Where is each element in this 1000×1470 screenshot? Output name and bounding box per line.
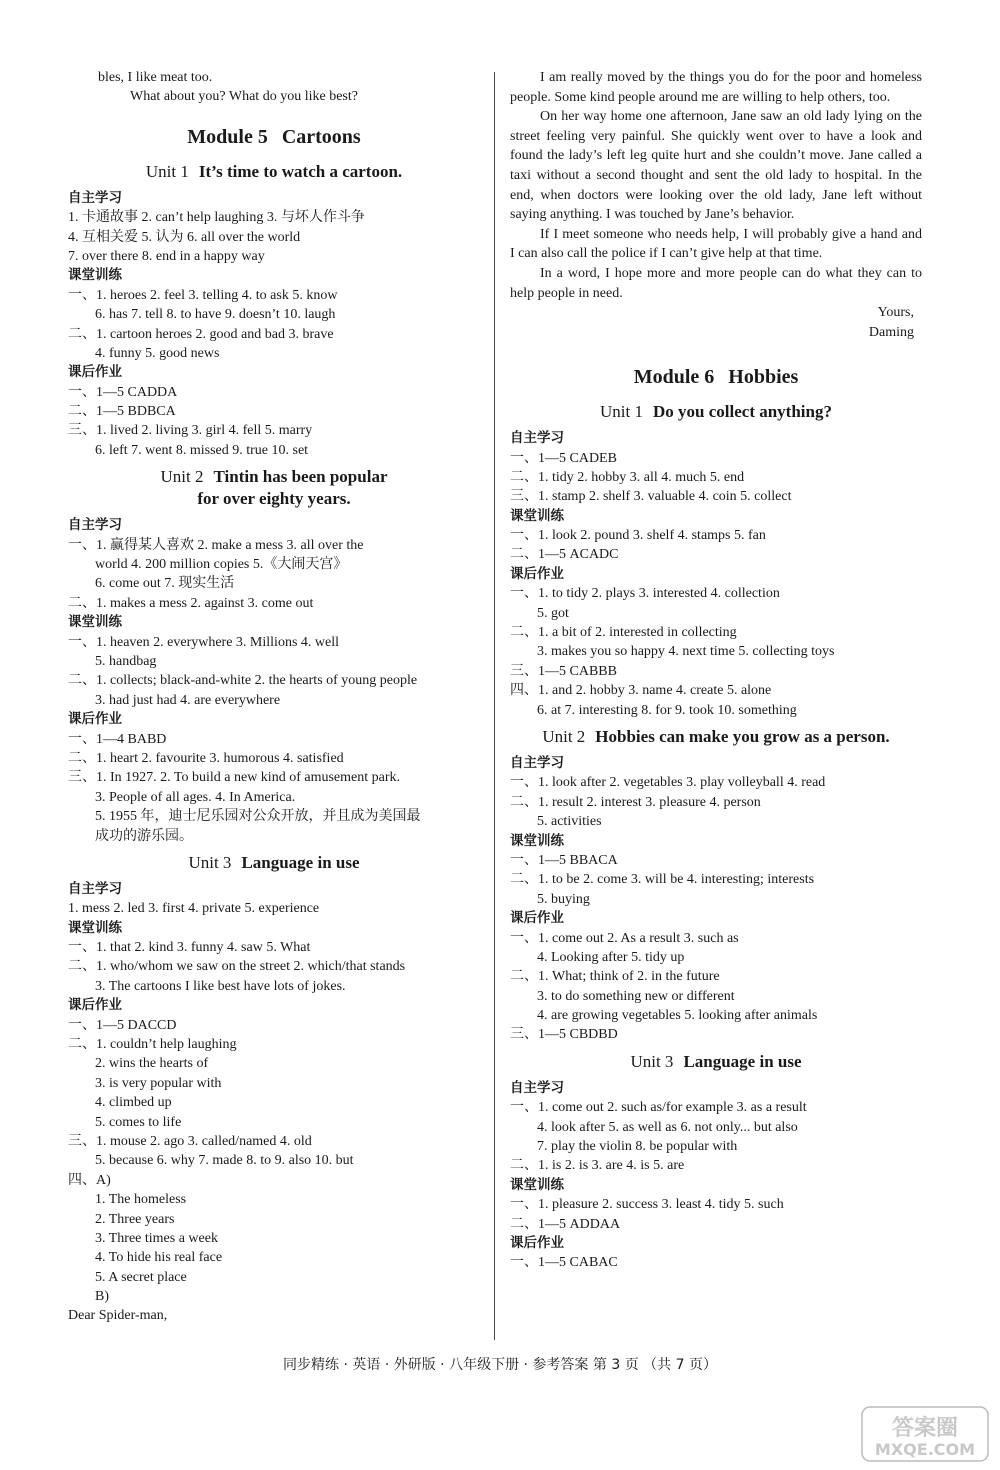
units-container bbox=[510, 401, 922, 1273]
section-heading: 自主学习 bbox=[68, 189, 122, 206]
watermark-logo bbox=[860, 1405, 990, 1463]
answer-line: 一、1—5 CABAC bbox=[510, 1255, 618, 1271]
answer-line: 二、1. What; think of 2. in the future bbox=[510, 969, 720, 985]
answer-line: 6. left 7. went 8. missed 9. true 10. set bbox=[95, 442, 309, 458]
letter-paragraph: On her way home one afternoon, Jane saw an old lady lying on the street feeling very painful. She quickly went over to have a look and found the lady’s left leg quite hurt and she couldn’t move. Jane called a taxi without a second thought and sent the old lady to hospital. In the end, when doctors were looking over the old lady, Jane left without saying anything. I was touched by Jane’s behavior. bbox=[510, 109, 922, 223]
answer-line: 四、1. and 2. hobby 3. name 4. create 5. alone bbox=[510, 683, 772, 699]
letter-signature: Daming bbox=[868, 325, 914, 341]
answer-line: 四、A) bbox=[68, 1172, 111, 1188]
answer-line: 3. had just had 4. are everywhere bbox=[95, 692, 281, 708]
section-heading: 课后作业 bbox=[510, 910, 564, 927]
page-footer: 同步精练 · 英语 · 外研版 · 八年级下册 · 参考答案 第 3 页 （共 7 页） bbox=[283, 1357, 717, 1373]
section-heading: 自主学习 bbox=[68, 880, 122, 897]
answer-line: 一、1. 赢得某人喜欢 2. make a mess 3. all over the bbox=[68, 537, 364, 553]
answer-line: 2. Three years bbox=[95, 1211, 175, 1227]
section-heading: 课堂训练 bbox=[510, 1176, 564, 1193]
unit-title: Language in use bbox=[683, 1051, 802, 1071]
answer-line: 5. activities bbox=[537, 814, 602, 830]
module-heading bbox=[510, 363, 922, 391]
answer-line: 三、1—5 CABBB bbox=[510, 663, 617, 679]
answer-line: 二、1. collects; black-and-white 2. the hearts of young people bbox=[68, 673, 418, 689]
answer-line: 2. wins the hearts of bbox=[95, 1056, 209, 1072]
answer-line: 一、1—5 CADEB bbox=[510, 450, 617, 466]
unit-title: Hobbies can make you grow as a person. bbox=[595, 726, 890, 746]
answer-line: 一、1. come out 2. such as/for example 3. as a result bbox=[510, 1100, 807, 1116]
answer-line: 一、1—5 CADDA bbox=[68, 384, 178, 400]
answer-line: 三、1. mouse 2. ago 3. called/named 4. old bbox=[68, 1133, 312, 1149]
section-heading: 自主学习 bbox=[510, 430, 564, 447]
section-heading: 课后作业 bbox=[68, 364, 122, 381]
answer-line: 7. play the violin 8. be popular with bbox=[537, 1139, 738, 1155]
intro-line: bles, I like meat too. bbox=[98, 70, 213, 85]
answer-line: 二、1. cartoon heroes 2. good and bad 3. brave bbox=[68, 326, 334, 342]
answer-line: 二、1. result 2. interest 3. pleasure 4. person bbox=[510, 794, 761, 810]
watermark-top: 答案圈 bbox=[891, 1416, 959, 1441]
answer-line: 4. look after 5. as well as 6. not only... but also bbox=[537, 1119, 798, 1135]
section-heading: 课堂训练 bbox=[510, 832, 564, 849]
unit-number: Unit 1 bbox=[145, 161, 189, 181]
module-number: Module 6 bbox=[633, 366, 715, 389]
unit-title: for over eighty years. bbox=[197, 489, 351, 509]
unit-number: Unit 3 bbox=[188, 852, 232, 872]
answer-line: Dear Spider-man, bbox=[68, 1308, 168, 1324]
answer-line: 二、1. heart 2. favourite 3. humorous 4. satisfied bbox=[68, 750, 344, 766]
answer-line: world 4. 200 million copies 5.《大闹天宫》 bbox=[95, 557, 348, 573]
unit-number: Unit 2 bbox=[160, 467, 204, 487]
column-divider bbox=[494, 72, 495, 1340]
answer-line: 5. comes to life bbox=[95, 1114, 182, 1130]
answer-line: 4. To hide his real face bbox=[95, 1250, 223, 1266]
answer-line: 3. People of all ages. 4. In America. bbox=[95, 789, 296, 805]
letter-closing: Yours, bbox=[877, 305, 914, 321]
answer-line: 二、1. couldn’t help laughing bbox=[68, 1037, 237, 1053]
answer-line: 5. because 6. why 7. made 8. to 9. also 10. but bbox=[95, 1153, 354, 1169]
answer-line: 一、1. come out 2. As a result 3. such as bbox=[510, 930, 739, 946]
letter bbox=[510, 68, 922, 343]
section-heading: 课堂训练 bbox=[68, 614, 122, 631]
left-column bbox=[68, 68, 480, 1326]
answer-line: 三、1—5 CBDBD bbox=[510, 1027, 618, 1043]
unit-heading bbox=[510, 726, 922, 748]
answer-line: 二、1—5 ADDAA bbox=[510, 1216, 621, 1232]
answer-line: 一、1. pleasure 2. success 3. least 4. tidy 5. such bbox=[510, 1197, 784, 1213]
unit-number: Unit 3 bbox=[630, 1051, 674, 1071]
unit-heading bbox=[68, 466, 480, 510]
answer-line: 5. 1955 年，迪士尼乐园对公众开放，并且成为美国最 bbox=[95, 809, 421, 825]
answer-line: 7. over there 8. end in a happy way bbox=[68, 248, 265, 264]
unit-number: Unit 2 bbox=[542, 726, 586, 746]
answer-line: 二、1. tidy 2. hobby 3. all 4. much 5. end bbox=[510, 469, 745, 485]
answer-line: 4. funny 5. good news bbox=[95, 345, 220, 361]
answer-line: 三、1. In 1927. 2. To build a new kind of amusement park. bbox=[68, 770, 400, 786]
section-heading: 课后作业 bbox=[68, 997, 122, 1014]
section-heading: 课堂训练 bbox=[510, 507, 564, 524]
answer-line: 3. makes you so happy 4. next time 5. collecting toys bbox=[537, 644, 835, 660]
answer-line: 1. The homeless bbox=[95, 1192, 187, 1208]
letter-paragraph: In a word, I hope more and more people can do what they can to help people in need. bbox=[510, 265, 922, 301]
section-heading: 课后作业 bbox=[510, 1234, 564, 1251]
answer-line: 二、1. is 2. is 3. are 4. is 5. are bbox=[510, 1158, 685, 1174]
unit-number: Unit 1 bbox=[600, 402, 643, 422]
answer-line: 6. at 7. interesting 8. for 9. took 10. something bbox=[537, 702, 797, 718]
answer-line: 4. climbed up bbox=[95, 1095, 172, 1111]
intro-line: What about you? What do you like best? bbox=[130, 89, 358, 105]
answer-line: 三、1. lived 2. living 3. girl 4. fell 5. marry bbox=[68, 423, 313, 439]
section-heading: 课堂训练 bbox=[68, 919, 122, 936]
answer-line: 二、1. who/whom we saw on the street 2. which/that stands bbox=[68, 959, 406, 975]
unit-title: Do you collect anything? bbox=[653, 402, 832, 422]
answer-line: 3. Three times a week bbox=[95, 1230, 218, 1246]
answer-line: 6. has 7. tell 8. to have 9. doesn’t 10. laugh bbox=[95, 307, 336, 323]
answer-line: 4. Looking after 5. tidy up bbox=[537, 949, 685, 965]
module-title: Cartoons bbox=[281, 125, 361, 148]
answer-line: 5. A secret place bbox=[95, 1269, 187, 1285]
answer-line: 6. come out 7. 现实生活 bbox=[95, 576, 235, 592]
section-heading: 自主学习 bbox=[510, 754, 564, 771]
answer-line: 一、1. look after 2. vegetables 3. play volleyball 4. read bbox=[510, 775, 826, 791]
answer-line: 5. buying bbox=[537, 891, 590, 907]
section-heading: 课后作业 bbox=[510, 565, 564, 582]
answer-line: B) bbox=[95, 1289, 109, 1305]
unit-heading bbox=[510, 1051, 922, 1073]
letter-paragraph: I am really moved by the things you do for the poor and homeless people. Some kind people around me are willing to help others, too. bbox=[510, 70, 922, 105]
section-heading: 课堂训练 bbox=[68, 267, 122, 284]
unit-title: Tintin has been popular bbox=[213, 467, 388, 487]
answer-line: 1. 卡通故事 2. can’t help laughing 3. 与坏人作斗争 bbox=[68, 210, 365, 226]
module-title: Hobbies bbox=[728, 366, 799, 389]
answer-line: 二、1—5 BDBCA bbox=[68, 404, 176, 420]
answer-line: 一、1. that 2. kind 3. funny 4. saw 5. What bbox=[68, 940, 311, 956]
watermark-bottom: MXQE.COM bbox=[874, 1440, 976, 1459]
answer-line: 5. handbag bbox=[95, 653, 157, 669]
unit-heading bbox=[510, 401, 922, 423]
answer-line: 二、1. to be 2. come 3. will be 4. interesting; interests bbox=[510, 872, 815, 888]
section-heading: 课后作业 bbox=[68, 711, 122, 728]
answer-line: 一、1—5 DACCD bbox=[68, 1017, 177, 1033]
answer-line: 1. mess 2. led 3. first 4. private 5. experience bbox=[68, 901, 320, 917]
answer-line: 一、1—4 BABD bbox=[68, 731, 167, 747]
unit-heading bbox=[68, 852, 480, 874]
letter-paragraph: If I meet someone who needs help, I will probably give a hand and I can also call the police if I can’t give help at that time. bbox=[510, 226, 922, 262]
answer-line: 二、1. makes a mess 2. against 3. come out bbox=[68, 595, 314, 611]
answer-line: 一、1. heaven 2. everywhere 3. Millions 4. well bbox=[68, 634, 339, 650]
answer-line: 成功的游乐园。 bbox=[95, 828, 193, 844]
units-container bbox=[68, 161, 480, 1326]
right-column bbox=[510, 68, 922, 1273]
answer-line: 5. got bbox=[537, 605, 569, 621]
answer-line: 三、1. stamp 2. shelf 3. valuable 4. coin 5. collect bbox=[510, 489, 792, 505]
answer-line: 二、1—5 ACADC bbox=[510, 547, 619, 563]
answer-line: 一、1. look 2. pound 3. shelf 4. stamps 5. fan bbox=[510, 528, 766, 544]
answer-line: 一、1. heroes 2. feel 3. telling 4. to ask 5. know bbox=[68, 287, 338, 303]
answer-line: 二、1. a bit of 2. interested in collecting bbox=[510, 625, 737, 641]
answer-line: 4. 互相关爱 5. 认为 6. all over the world bbox=[68, 229, 301, 245]
section-heading: 自主学习 bbox=[68, 517, 122, 534]
answer-line: 一、1. to tidy 2. plays 3. interested 4. collection bbox=[510, 586, 780, 602]
unit-title: It’s time to watch a cartoon. bbox=[198, 161, 403, 181]
unit-title: Language in use bbox=[241, 852, 360, 872]
answer-line: 3. to do something new or different bbox=[537, 988, 735, 1004]
section-heading: 自主学习 bbox=[510, 1079, 564, 1096]
answer-line: 4. are growing vegetables 5. looking after animals bbox=[537, 1008, 818, 1024]
module-number: Module 5 bbox=[187, 125, 268, 148]
answer-line: 3. The cartoons I like best have lots of jokes. bbox=[95, 978, 346, 994]
answer-line: 一、1—5 BBACA bbox=[510, 852, 618, 868]
answer-line: 3. is very popular with bbox=[95, 1075, 222, 1091]
unit-heading bbox=[68, 161, 480, 183]
module-heading bbox=[68, 123, 480, 151]
